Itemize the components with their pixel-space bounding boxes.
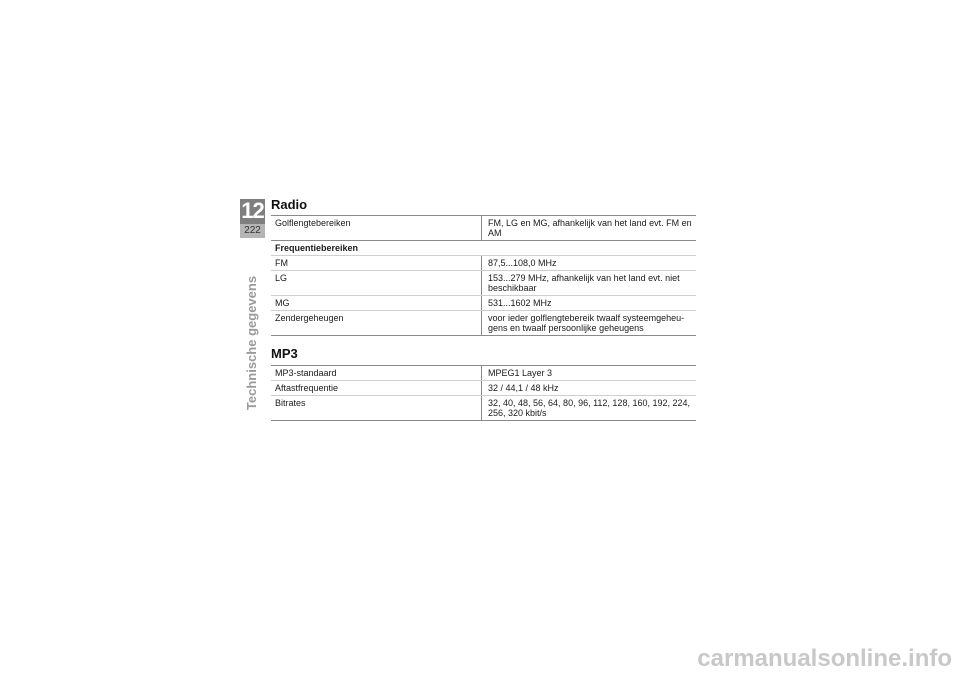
watermark: carmanualsonline.info bbox=[697, 645, 952, 672]
table-row bbox=[271, 365, 696, 380]
row-value: 153...279 MHz, afhankelijk van het land evt. niet beschikbaar bbox=[481, 271, 696, 295]
page-number: 222 bbox=[240, 224, 265, 238]
row-value: 32 / 44,1 / 48 kHz bbox=[481, 381, 696, 395]
row-value: MPEG1 Layer 3 bbox=[481, 366, 696, 380]
radio-section-title: Radio bbox=[271, 197, 308, 212]
chapter-number: 12 bbox=[241, 198, 264, 223]
row-value: FM, LG en MG, afhankelijk van het land evt. FM en AM bbox=[481, 216, 696, 240]
chapter-title: Technische gegevens bbox=[244, 275, 259, 411]
table-row bbox=[271, 255, 696, 270]
row-label: LG bbox=[275, 273, 288, 283]
row-label: Aftastfrequentie bbox=[275, 383, 339, 393]
row-value: 87,5...108,0 MHz bbox=[481, 256, 696, 270]
mp3-table bbox=[271, 365, 696, 421]
mp3-section-title: MP3 bbox=[271, 346, 298, 361]
row-label: Zendergeheugen bbox=[275, 313, 344, 323]
table-row bbox=[271, 270, 696, 295]
row-value: voor ieder golflengtebereik twaalf systeemgeheu-gens en twaalf persoonlijke geheugens bbox=[481, 311, 696, 335]
row-label: MP3-standaard bbox=[275, 368, 337, 378]
radio-table bbox=[271, 215, 696, 336]
row-label: Golflengtebereiken bbox=[275, 218, 351, 228]
chapter-badge bbox=[240, 199, 265, 238]
row-value: 32, 40, 48, 56, 64, 80, 96, 112, 128, 160, 192, 224, 256, 320 kbit/s bbox=[481, 396, 696, 420]
table-row bbox=[271, 395, 696, 420]
row-label: Bitrates bbox=[275, 398, 306, 408]
row-label: Frequentiebereiken bbox=[275, 243, 359, 253]
row-label: FM bbox=[275, 258, 288, 268]
row-value: 531...1602 MHz bbox=[481, 296, 696, 310]
row-label: MG bbox=[275, 298, 290, 308]
table-row bbox=[271, 295, 696, 310]
table-subheader bbox=[271, 240, 696, 255]
table-row bbox=[271, 380, 696, 395]
table-row bbox=[271, 215, 696, 240]
table-row bbox=[271, 310, 696, 335]
